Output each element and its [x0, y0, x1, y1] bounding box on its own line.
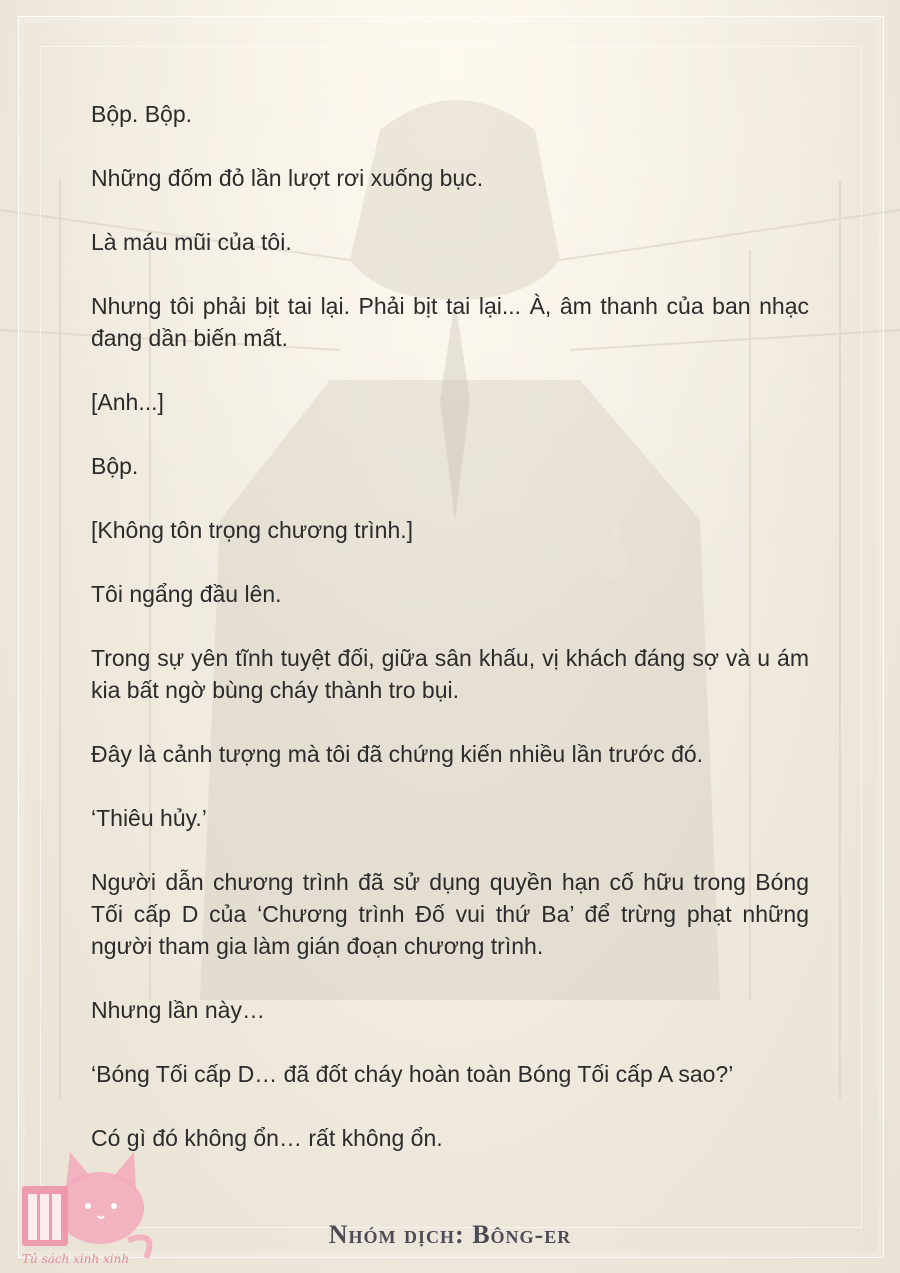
paragraph: Trong sự yên tĩnh tuyệt đối, giữa sân khấu, vị khách đáng sợ và u ám kia bất ngờ bùng cháy thành tro bụi.: [91, 645, 809, 703]
paragraph: Bộp. Bộp.: [91, 101, 193, 127]
paragraph: Bộp.: [91, 453, 139, 479]
paragraph: ‘Thiêu hủy.’: [91, 805, 207, 831]
paragraph: Những đốm đỏ lần lượt rơi xuống bục.: [91, 165, 484, 191]
paragraph: Nhưng lần này…: [91, 997, 265, 1023]
logo-caption: Tủ sách xinh xinh: [22, 1252, 130, 1266]
paragraph: [Anh...]: [91, 389, 164, 415]
translation-credit: Nhóm dịch: Bông-er: [328, 1220, 572, 1249]
paragraph: ‘Bóng Tối cấp D… đã đốt cháy hoàn toàn Bóng Tối cấp A sao?’: [91, 1061, 734, 1087]
paragraph: Là máu mũi của tôi.: [91, 229, 292, 255]
story-text: [91, 98, 809, 1186]
paragraph: Có gì đó không ổn… rất không ổn.: [91, 1125, 443, 1151]
paragraph: Đây là cảnh tượng mà tôi đã chứng kiến nhiều lần trước đó.: [91, 741, 704, 767]
paragraph: Tôi ngẩng đầu lên.: [91, 581, 282, 607]
paragraph: [Không tôn trọng chương trình.]: [91, 517, 414, 543]
paragraph: Nhưng tôi phải bịt tai lại. Phải bịt tai lại... À, âm thanh của ban nhạc đang dần biến mất.: [91, 293, 809, 351]
paragraph: Người dẫn chương trình đã sử dụng quyền hạn cố hữu trong Bóng Tối cấp D của ‘Chương trình Đố vui thứ Ba’ để trừng phạt những người tham gia làm gián đoạn chương trình.: [91, 869, 809, 959]
